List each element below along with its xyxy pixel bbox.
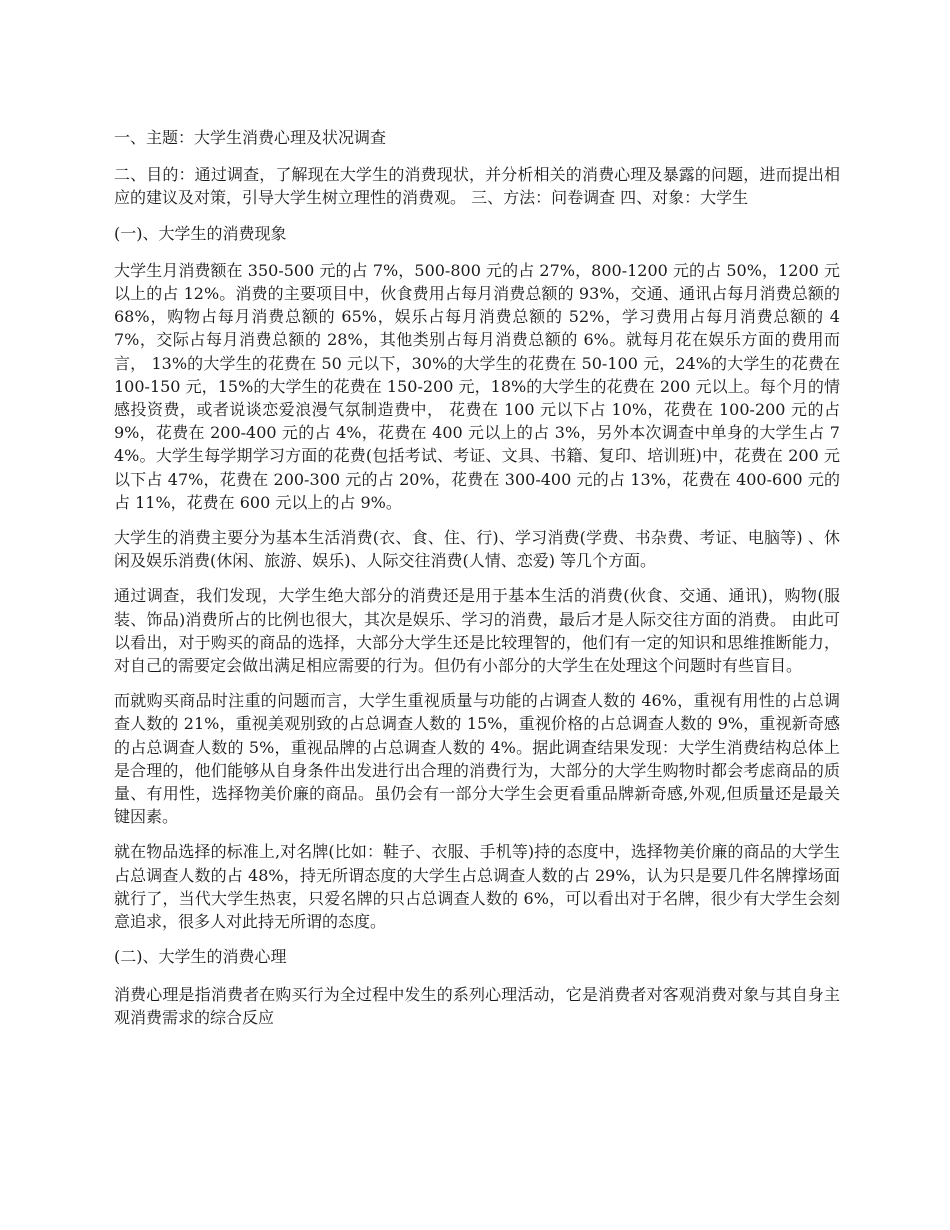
section-heading-consumption-psychology: (二)、大学生的消费心理	[114, 947, 287, 967]
topic-heading: 一、主题：大学生消费心理及状况调查	[114, 128, 387, 147]
document-page	[114, 126, 840, 1041]
survey-findings-paragraph: 通过调查，我们发现，大学生绝大部分的消费还是用于基本生活的消费(伙食、交通、通讯)，购物(服装、饰品)消费所占的比例也很大，其次是娱乐、学习的消费，最后才是人际交往方面的消费。 由此可以看出，对于购买的商品的选择，大部分大学生还是比较理智的，他们有一定的知识和思维推断能力，对自己的需要定会做出满足相应需要的行为。但仍有小部分的大学生在处理这个问题时有些盲目。	[114, 586, 840, 676]
purpose-method-target-paragraph: 二、目的：通过调查，了解现在大学生的消费现状，并分析相关的消费心理及暴露的问题，进而提出相应的建议及对策，引导大学生树立理性的消费观。 三、方法：问卷调查 四、对象：大学生	[114, 165, 840, 208]
consumption-statistics-paragraph: 大学生月消费额在 350-500 元的占 7%，500-800 元的占 27%，800-1200 元的占 50%，1200 元以上的占 12%。消费的主要项目中，伙食费用占每月消费总额的 93%，交通、通讯占每月消费总额的 68%，购物占每月消费总额的 65%，娱乐占每月消费总额的 52%，学习费用占每月消费总额的 47%，交际占每月消费总额的 28%，其他类别占每月消费总额的 6%。就每月花在娱乐方面的费用而言， 13%的大学生的花费在 50 元以下，30%的大学生的花费在 50-100 元，24%的大学生的花费在 100-150 元，15%的大学生的花费在 150-200 元，18%的大学生的花费在 200 元以上。每个月的情感投资费，或者说谈恋爱浪漫气氛制造费中， 花费在 100 元以下占 10%，花费在 100-200 元的占 9%，花费在 200-400 元的占 4%，花费在 400 元以上的占 3%，另外本次调查中单身的大学生占 74%。大学生每学期学习方面的花费(包括考试、考证、文具、书籍、复印、培训班)中，花费在 200 元以下占 47%，花费在 200-300 元的占 20%，花费在 300-400 元的占 13%，花费在 400-600 元的占 11%，花费在 600 元以上的占 9%。	[114, 260, 840, 512]
brand-attitude-paragraph: 就在物品选择的标准上,对名牌(比如：鞋子、衣服、手机等)持的态度中，选择物美价廉的商品的大学生占总调查人数的占 48%，持无所谓态度的大学生占总调查人数的占 29%，认为只是要几件名牌撑场面就行了，当代大学生热衷，只爱名牌的只占总调查人数的 6%，可以看出对于名牌，很少有大学生会刻意追求，很多人对此持无所谓的态度。	[114, 842, 840, 932]
consumption-psychology-definition-paragraph: 消费心理是指消费者在购买行为全过程中发生的系列心理活动，它是消费者对客观消费对象与其自身主观消费需求的综合反应	[114, 984, 840, 1027]
consumption-categories-paragraph: 大学生的消费主要分为基本生活消费(衣、食、住、行)、学习消费(学费、书杂费、考证、电脑等) 、休闲及娱乐消费(休闲、旅游、娱乐)、人际交往消费(人情、恋爱) 等几个方面。	[114, 528, 840, 571]
purchase-priorities-paragraph: 而就购买商品时注重的问题而言，大学生重视质量与功能的占调查人数的 46%，重视有用性的占总调查人数的 21%，重视美观别致的占总调查人数的 15%，重视价格的占总调查人数的 9%，重视新奇感的占总调查人数的 5%，重视品牌的占总调查人数的 4%。据此调查结果发现：大学生消费结构总体上是合理的，他们能够从自身条件出发进行出合理的消费行为，大部分的大学生购物时都会考虑商品的质量、有用性，选择物美价廉的商品。虽仍会有一部分大学生会更看重品牌新奇感,外观,但质量还是最关键因素。	[114, 691, 840, 827]
section-heading-consumption-phenomena: (一)、大学生的消费现象	[114, 223, 287, 243]
